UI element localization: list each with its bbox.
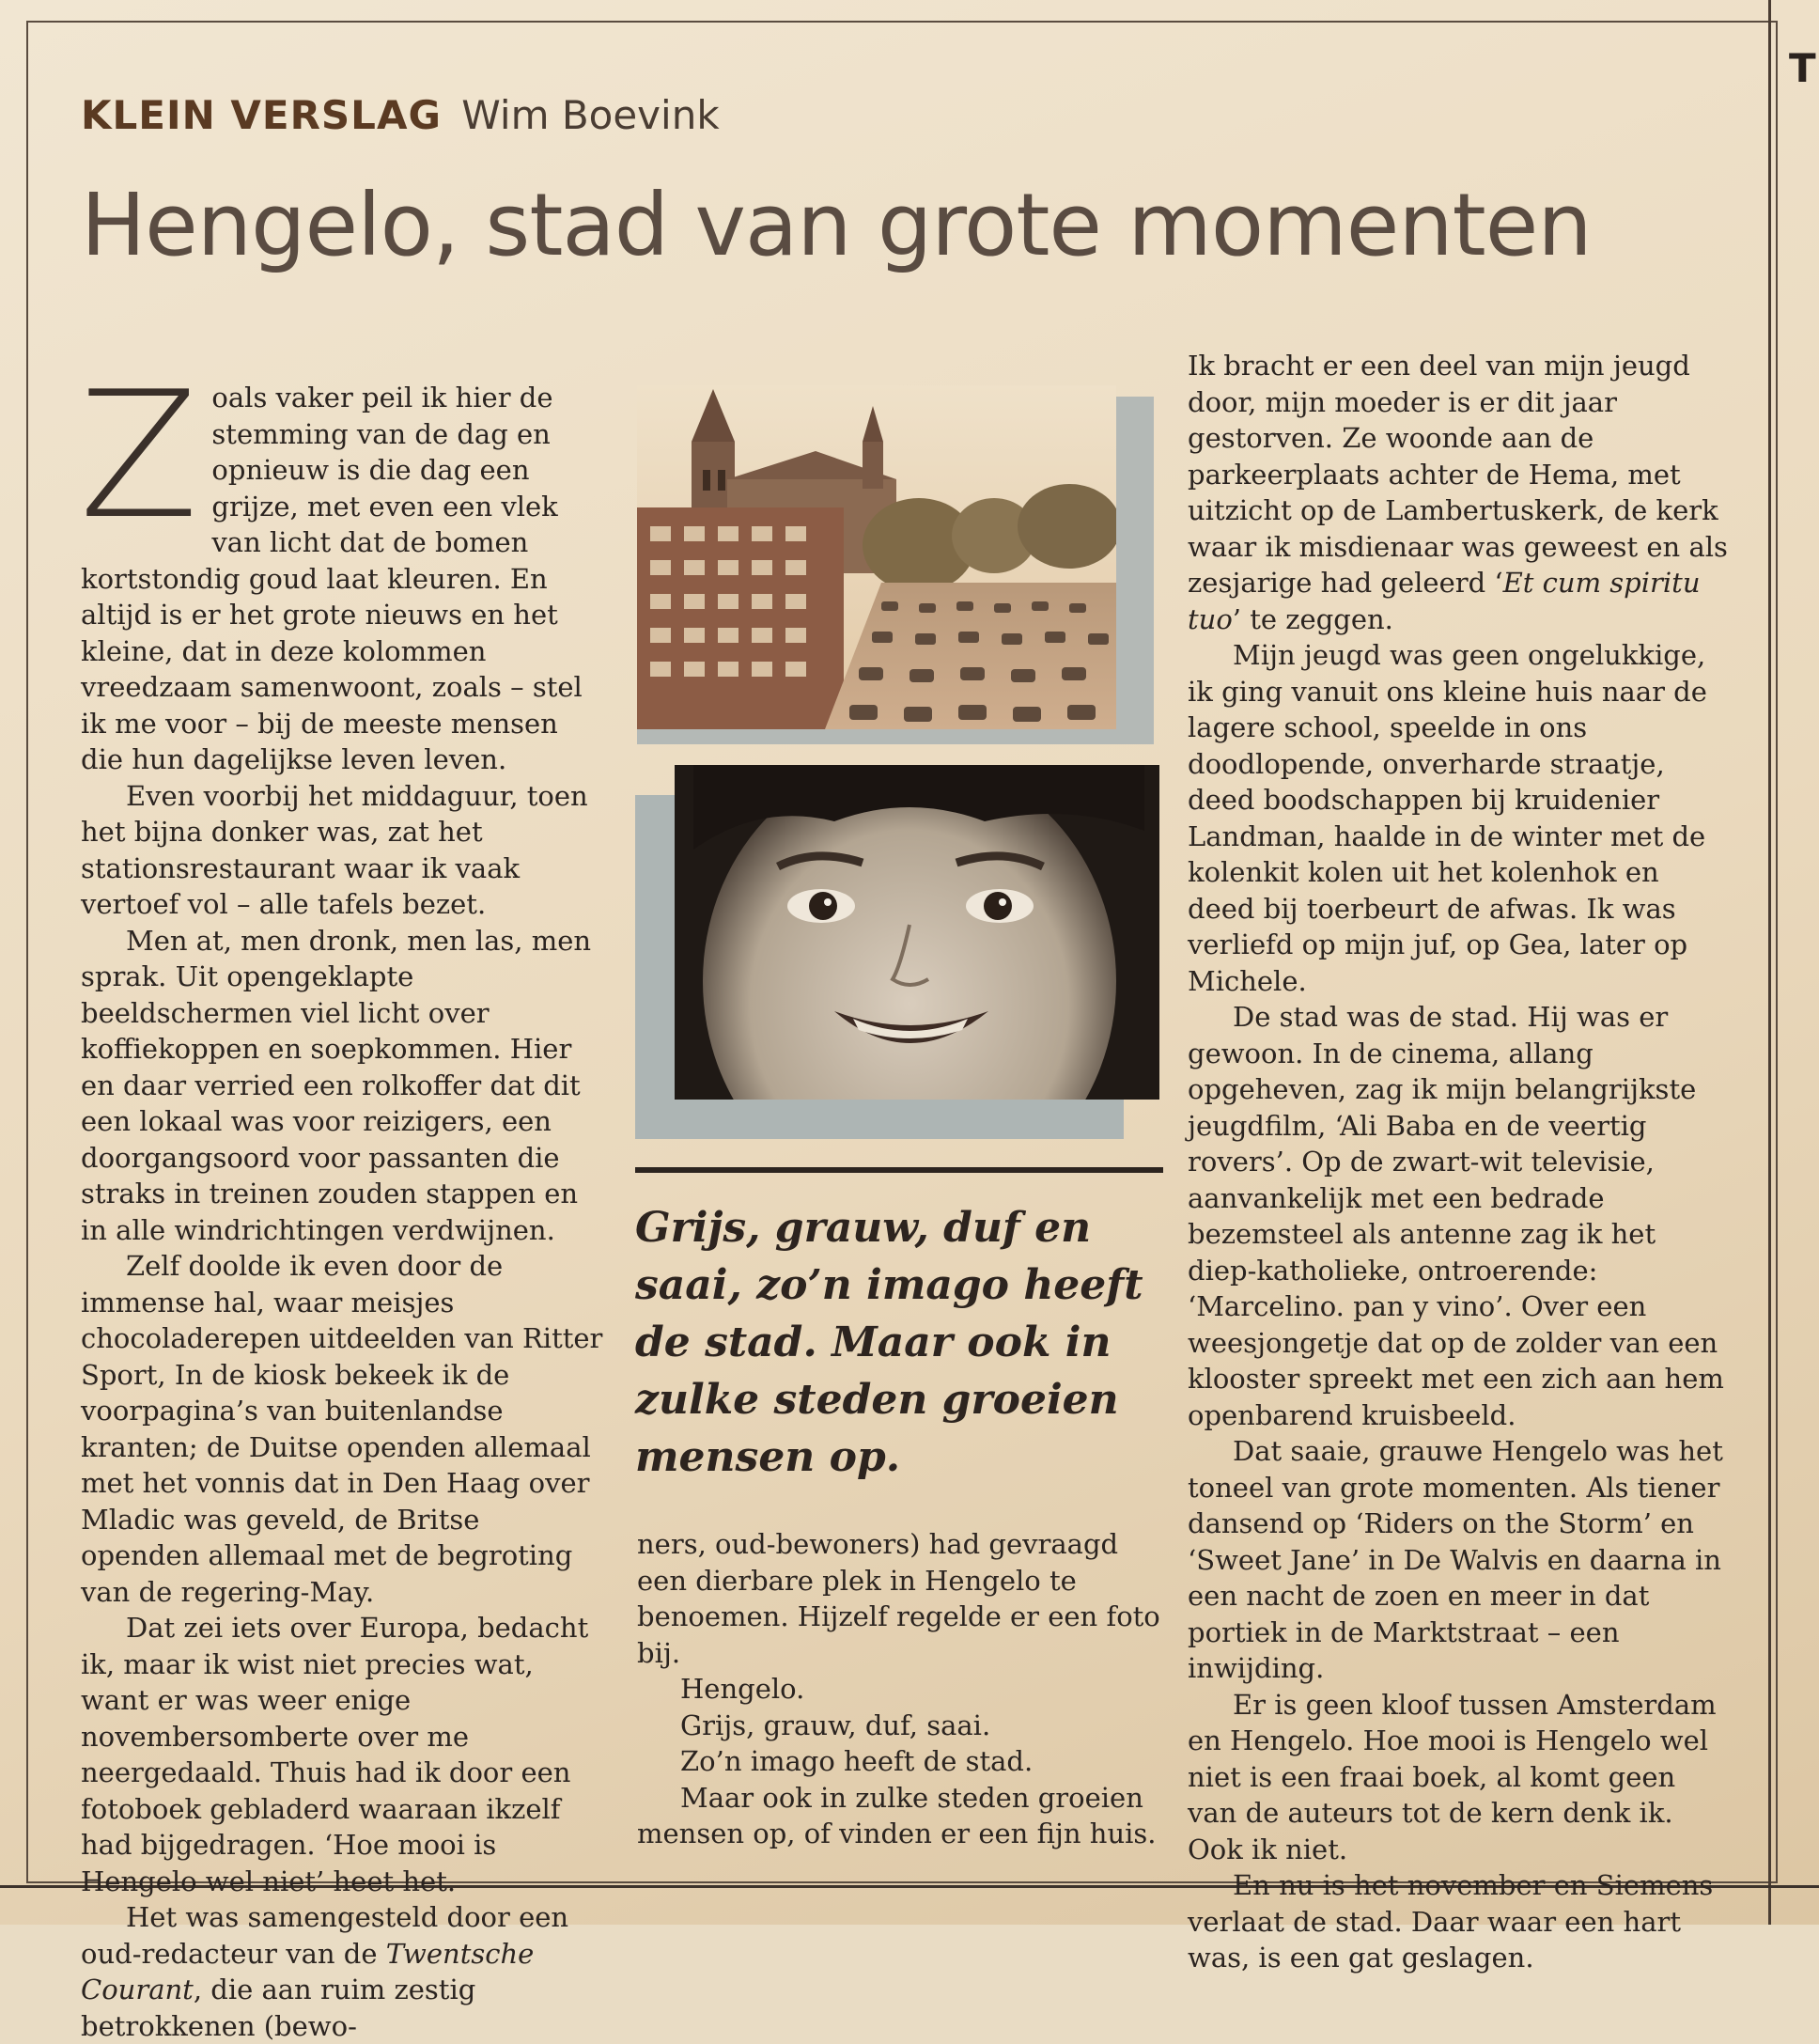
paragraph-6-text-b: , die aan ruim zestig betrokkenen (bewo- xyxy=(81,1974,476,2042)
column-3-paragraph-4: Dat saaie, grauwe Hengelo was het toneel van grote momenten. Als tiener dansend op ‘Riders on the Storm’ en ‘Sweet Jane’ in De Walvis en daarna in een nacht de zoen en meer in dat portiek in de Marktstraat – een inwijding. xyxy=(1188,1435,1723,1684)
column-3-paragraph-1-text-b: ’ te zeggen. xyxy=(1232,602,1393,635)
paragraph-4: Zelf doolde ik even door de immense hal, waar meisjes chocoladerepen uitdeelden van Ritter Sport, In de kiosk bekeek ik de voorpagina’s van buitenlandse kranten; de Duitse openden allemaal met het vonnis dat in Den Haag over Mladic was geveld, de Britse openden allemaal met de begroting van de regering-May. xyxy=(81,1250,603,1608)
column-2 xyxy=(637,1526,1163,1852)
column-3-paragraph-5: Er is geen kloof tussen Amsterdam en Hengelo. Hoe mooi is Hengelo wel niet is een fraai boek, al komt geen van de auteurs tot de kern denk ik. Ook ik niet. xyxy=(1188,1688,1717,1865)
column-1 xyxy=(79,353,603,2044)
adjacent-article-letter: T xyxy=(1789,45,1816,91)
verse-line-1: Hengelo. xyxy=(680,1673,805,1705)
column-3-paragraph-3: De stad was de stad. Hij was er gewoon. In de cinema, allang opgeheven, zag ik mijn belangrijkste jeugdfilm, ‘Ali Baba en de veertig rovers’. Op de zwart-wit televisie, aanvankelijk met een bedrade bezemsteel als antenne zag ik het diep-katholieke, ontroerende: ‘Marcelino. pan y vino’. Over een weesjongetje dat op de zolder van een klooster spreekt met een zich aan hem openbarend kruisbeeld. xyxy=(1188,1001,1724,1431)
column-3-paragraph-1-text-a: Ik bracht er een deel van mijn jeugd door, mijn moeder is er dit jaar gestorven. Ze woonde aan de parkeerplaats achter de Hema, met uitzicht op de Lambertuskerk, de kerk waar ik misdienaar was geweest en als zesjarige had geleerd ‘ xyxy=(1188,350,1728,599)
pullquote-rule xyxy=(635,1167,1163,1173)
headline: Hengelo, stad van grote momenten xyxy=(81,175,1592,275)
paragraph-1-text: oals vaker peil ik hier de stemming van de dag en opnieuw is die dag een grijze, met even een vlek van licht dat de bomen kortstondig goud laat kleuren. En altijd is er het grote nieuws en het kleine, dat in deze kolommen vreedzaam samenwoont, zoals – stel ik me voor – bij de meeste mensen die hun dagelijkse leven leven. xyxy=(81,382,583,775)
church-photo-image xyxy=(637,385,1116,729)
latin-phrase: Et cum spiritu tuo xyxy=(1188,567,1701,635)
section-kicker: KLEIN VERSLAG xyxy=(81,92,442,138)
paragraph-2: Even voorbij het middaguur, toen het bijna donker was, zat het stationsrestaurant waar ik vaak vertoef vol – alle tafels bezet. xyxy=(81,779,588,920)
paragraph-1 xyxy=(79,353,603,778)
author-name: Wim Boevink xyxy=(461,92,720,138)
column-2-paragraph-2: Maar ook in zulke steden groeien mensen op, of vinden er een fijn huis. xyxy=(637,1781,1157,1849)
church-photo xyxy=(637,385,1116,729)
right-edge-rule xyxy=(1768,0,1771,1925)
column-3-paragraph-1 xyxy=(1188,348,1733,637)
paragraph-5: Dat zei iets over Europa, bedacht ik, maar ik wist niet precies wat, want er was weer enige novembersomberte over me neergedaald. Thuis had ik door een fotoboek gebladerd waaraan ikzelf had bijgedragen. ‘Hoe mooi is Hengelo wel niet’ heet het. xyxy=(81,1612,589,1897)
newspaper-name: Twentsche Courant xyxy=(81,1937,535,2005)
column-3-paragraph-6: En nu is het november en Siemens verlaat de stad. Daar waar een hart was, is een gat geslagen. xyxy=(1188,1869,1714,1974)
pullquote: Grijs, grauw, duf en saai, zo’n imago heeft de stad. Maar ook in zulke steden groeien mensen op. xyxy=(635,1204,1143,1481)
column-3 xyxy=(1188,348,1733,1976)
paragraph-6-text-a: Het was samengesteld door een oud-redacteur van de xyxy=(81,1901,569,1970)
child-portrait-photo xyxy=(675,765,1159,1100)
dropcap: Z xyxy=(79,353,199,557)
paragraph-6 xyxy=(81,1899,603,2044)
column-3-paragraph-2: Mijn jeugd was geen ongelukkige, ik ging vanuit ons kleine huis naar de lagere school, speelde in ons doodlopende, onverharde straatje, deed boodschappen bij kruidenier Landman, haalde in de winter met de kolenkit kolen uit het kolenhok en deed bij toerbeurt de afwas. Ik was verliefd op mijn juf, op Gea, later op Michele. xyxy=(1188,639,1707,997)
column-2-paragraph-1: ners, oud-bewoners) had gevraagd een dierbare plek in Hengelo te benoemen. Hijzelf regelde er een foto bij. xyxy=(637,1528,1160,1669)
verse-line-3: Zo’n imago heeft de stad. xyxy=(680,1745,1034,1777)
section-header xyxy=(81,92,720,138)
paragraph-3: Men at, men dronk, men las, men sprak. Uit opengeklapte beeldschermen viel licht over koffiekoppen en soepkommen. Hier en daar verried een rolkoffer dat dit een lokaal was voor reizigers, een doorgangsoord voor passanten die straks in treinen zouden stappen en in alle windrichtingen verdwijnen. xyxy=(81,924,592,1246)
verse-line-2: Grijs, grauw, duf, saai. xyxy=(680,1709,991,1741)
child-portrait-image xyxy=(675,765,1159,1100)
